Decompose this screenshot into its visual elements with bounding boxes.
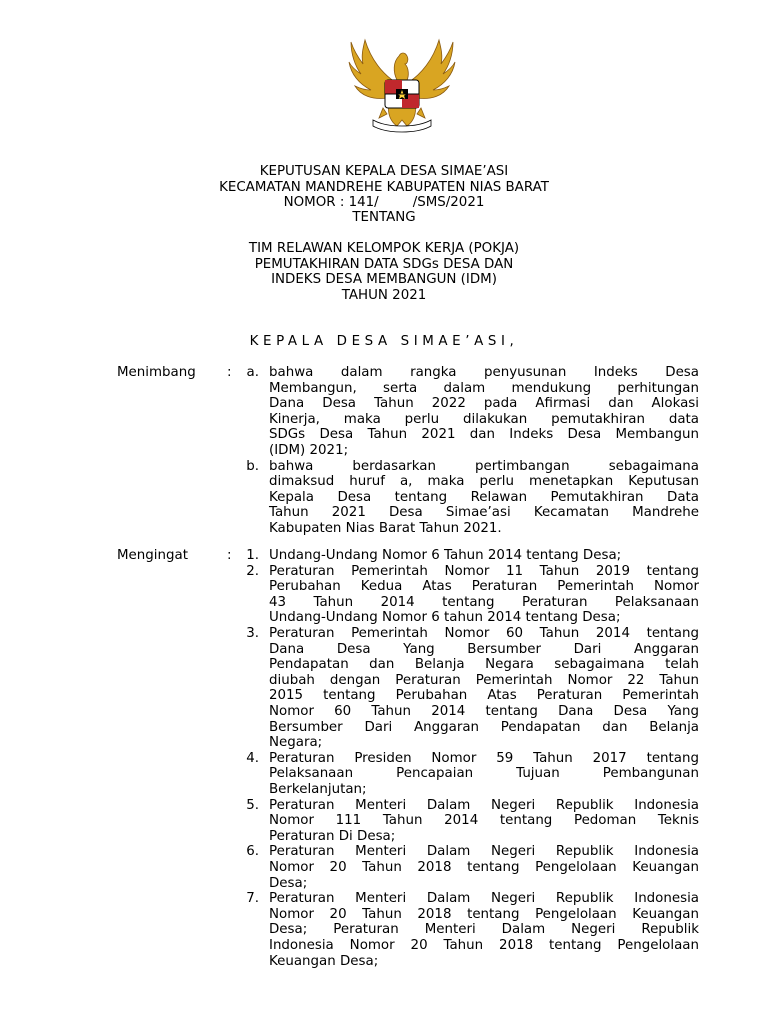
text-line: Membangun, serta dalam mendukung perhitungan [269, 380, 699, 396]
mengingat-item-marker: 3. [246, 626, 259, 641]
text-line: Peraturan Di Desa; [269, 828, 396, 844]
mengingat-item-marker: 2. [246, 563, 259, 579]
text-line: Nomor 20 Tahun 2018 tentang Pengelolaan Keuangan [269, 859, 699, 875]
text-line: Berkelanjutan; [269, 781, 367, 797]
text-line: bahwa dalam rangka penyusunan Indeks Desa [269, 365, 699, 380]
text-line: Peraturan Menteri Dalam Negeri Republik Indonesia [269, 797, 699, 813]
text-line: 43 Tahun 2014 tentang Peraturan Pelaksanaan [269, 594, 699, 610]
mengingat-item-text [269, 548, 699, 564]
menimbang-item-marker: a. [246, 365, 259, 380]
text-line: diubah dengan Peraturan Pemerintah Nomor 22 Tahun [269, 672, 699, 688]
text-line: Peraturan Presiden Nomor 59 Tahun 2017 tentang [269, 750, 699, 766]
text-line: Dana Desa Yang Bersumber Dari Anggaran [269, 641, 699, 657]
mengingat-item-text [269, 844, 699, 891]
text-line: Pendapatan dan Belanja Negara sebagaimana telah [269, 657, 699, 673]
text-line: Undang-Undang Nomor 6 tahun 2014 tentang Desa; [269, 610, 621, 626]
mengingat-item-text [269, 798, 699, 845]
decree-title [0, 164, 768, 211]
text-line: SDGs Desa Tahun 2021 dan Indeks Desa Membangun [269, 427, 699, 443]
mengingat-item-marker: 1. [246, 548, 259, 563]
text-line: (IDM) 2021; [269, 442, 349, 458]
tentang-heading: TENTANG [352, 210, 416, 225]
text-line: Peraturan Menteri Dalam Negeri Republik Indonesia [269, 844, 699, 860]
mengingat-item-text [269, 564, 699, 626]
text-line: Nomor 111 Tahun 2014 tentang Pedoman Teknis [269, 813, 699, 829]
text-line: Perubahan Kedua Atas Peraturan Pemerintah Nomor [269, 579, 699, 595]
mengingat-colon: : [227, 548, 232, 563]
menimbang-label: Menimbang [117, 365, 196, 380]
text-line: Pelaksanaan Pencapaian Tujuan Pembangunan [269, 766, 699, 782]
subject-line: INDEKS DESA MEMBANGUN (IDM) [271, 272, 497, 288]
text-line: Dana Desa Tahun 2022 pada Afirmasi dan Alokasi [269, 396, 699, 412]
mengingat-item-text [269, 891, 699, 969]
decree-number: NOMOR : 141/ /SMS/2021 [283, 195, 485, 211]
mengingat-item-marker: 4. [246, 750, 259, 766]
garuda-emblem-icon [343, 34, 461, 134]
text-line: Kepala Desa tentang Relawan Pemutakhiran Data [269, 489, 699, 505]
text-line: Peraturan Pemerintah Nomor 60 Tahun 2014 tentang [269, 626, 699, 641]
text-line: Undang-Undang Nomor 6 Tahun 2014 tentang Desa; [269, 548, 622, 563]
text-line: Peraturan Menteri Dalam Negeri Republik Indonesia [269, 891, 699, 907]
text-line: 2015 tentang Perubahan Atas Peraturan Pemerintah [269, 688, 699, 704]
mengingat-item-text [269, 626, 699, 751]
decree-title-line: KEPUTUSAN KEPALA DESA SIMAE’ASI [259, 164, 509, 179]
decree-title-line: KECAMATAN MANDREHE KABUPATEN NIAS BARAT [219, 179, 549, 195]
text-line: Nomor 60 Tahun 2014 tentang Dana Desa Yang [269, 703, 699, 719]
kepala-desa-heading: KEPALA DESA SIMAE’ASI, [249, 334, 519, 349]
menimbang-item-marker: b. [246, 458, 259, 474]
subject-line: PEMUTAKHIRAN DATA SDGs DESA DAN [254, 256, 514, 272]
text-line: Kinerja, maka perlu dilakukan pemutakhiran data [269, 411, 699, 427]
text-line: bahwa berdasarkan pertimbangan sebagaimana [269, 458, 699, 474]
mengingat-label: Mengingat [117, 548, 188, 563]
text-line: Peraturan Pemerintah Nomor 11 Tahun 2019 tentang [269, 563, 699, 579]
text-line: Keuangan Desa; [269, 953, 379, 969]
mengingat-item-text [269, 751, 699, 798]
mengingat-item-marker: 7. [246, 891, 259, 907]
mengingat-item-marker: 5. [246, 797, 259, 813]
text-line: dimaksud huruf a, maka perlu menetapkan Keputusan [269, 474, 699, 490]
menimbang-colon: : [227, 365, 232, 380]
text-line: Nomor 20 Tahun 2018 tentang Pengelolaan Keuangan [269, 906, 699, 922]
menimbang-item-text [269, 459, 699, 537]
text-line: Negara; [269, 735, 323, 751]
text-line: Desa; Peraturan Menteri Dalam Negeri Republik [269, 922, 699, 938]
subject-line: TAHUN 2021 [341, 287, 427, 303]
subject-line: TIM RELAWAN KELOMPOK KERJA (POKJA) [248, 241, 520, 256]
text-line: Indonesia Nomor 20 Tahun 2018 tentang Pengelolaan [269, 937, 699, 953]
decree-subject [0, 241, 768, 303]
mengingat-item-marker: 6. [246, 844, 259, 860]
text-line: Kabupaten Nias Barat Tahun 2021. [269, 520, 502, 536]
menimbang-item-text [269, 365, 699, 459]
text-line: Desa; [269, 875, 308, 891]
text-line: Tahun 2021 Desa Simae’asi Kecamatan Mandrehe [269, 505, 699, 521]
text-line: Bersumber Dari Anggaran Pendapatan dan Belanja [269, 719, 699, 735]
